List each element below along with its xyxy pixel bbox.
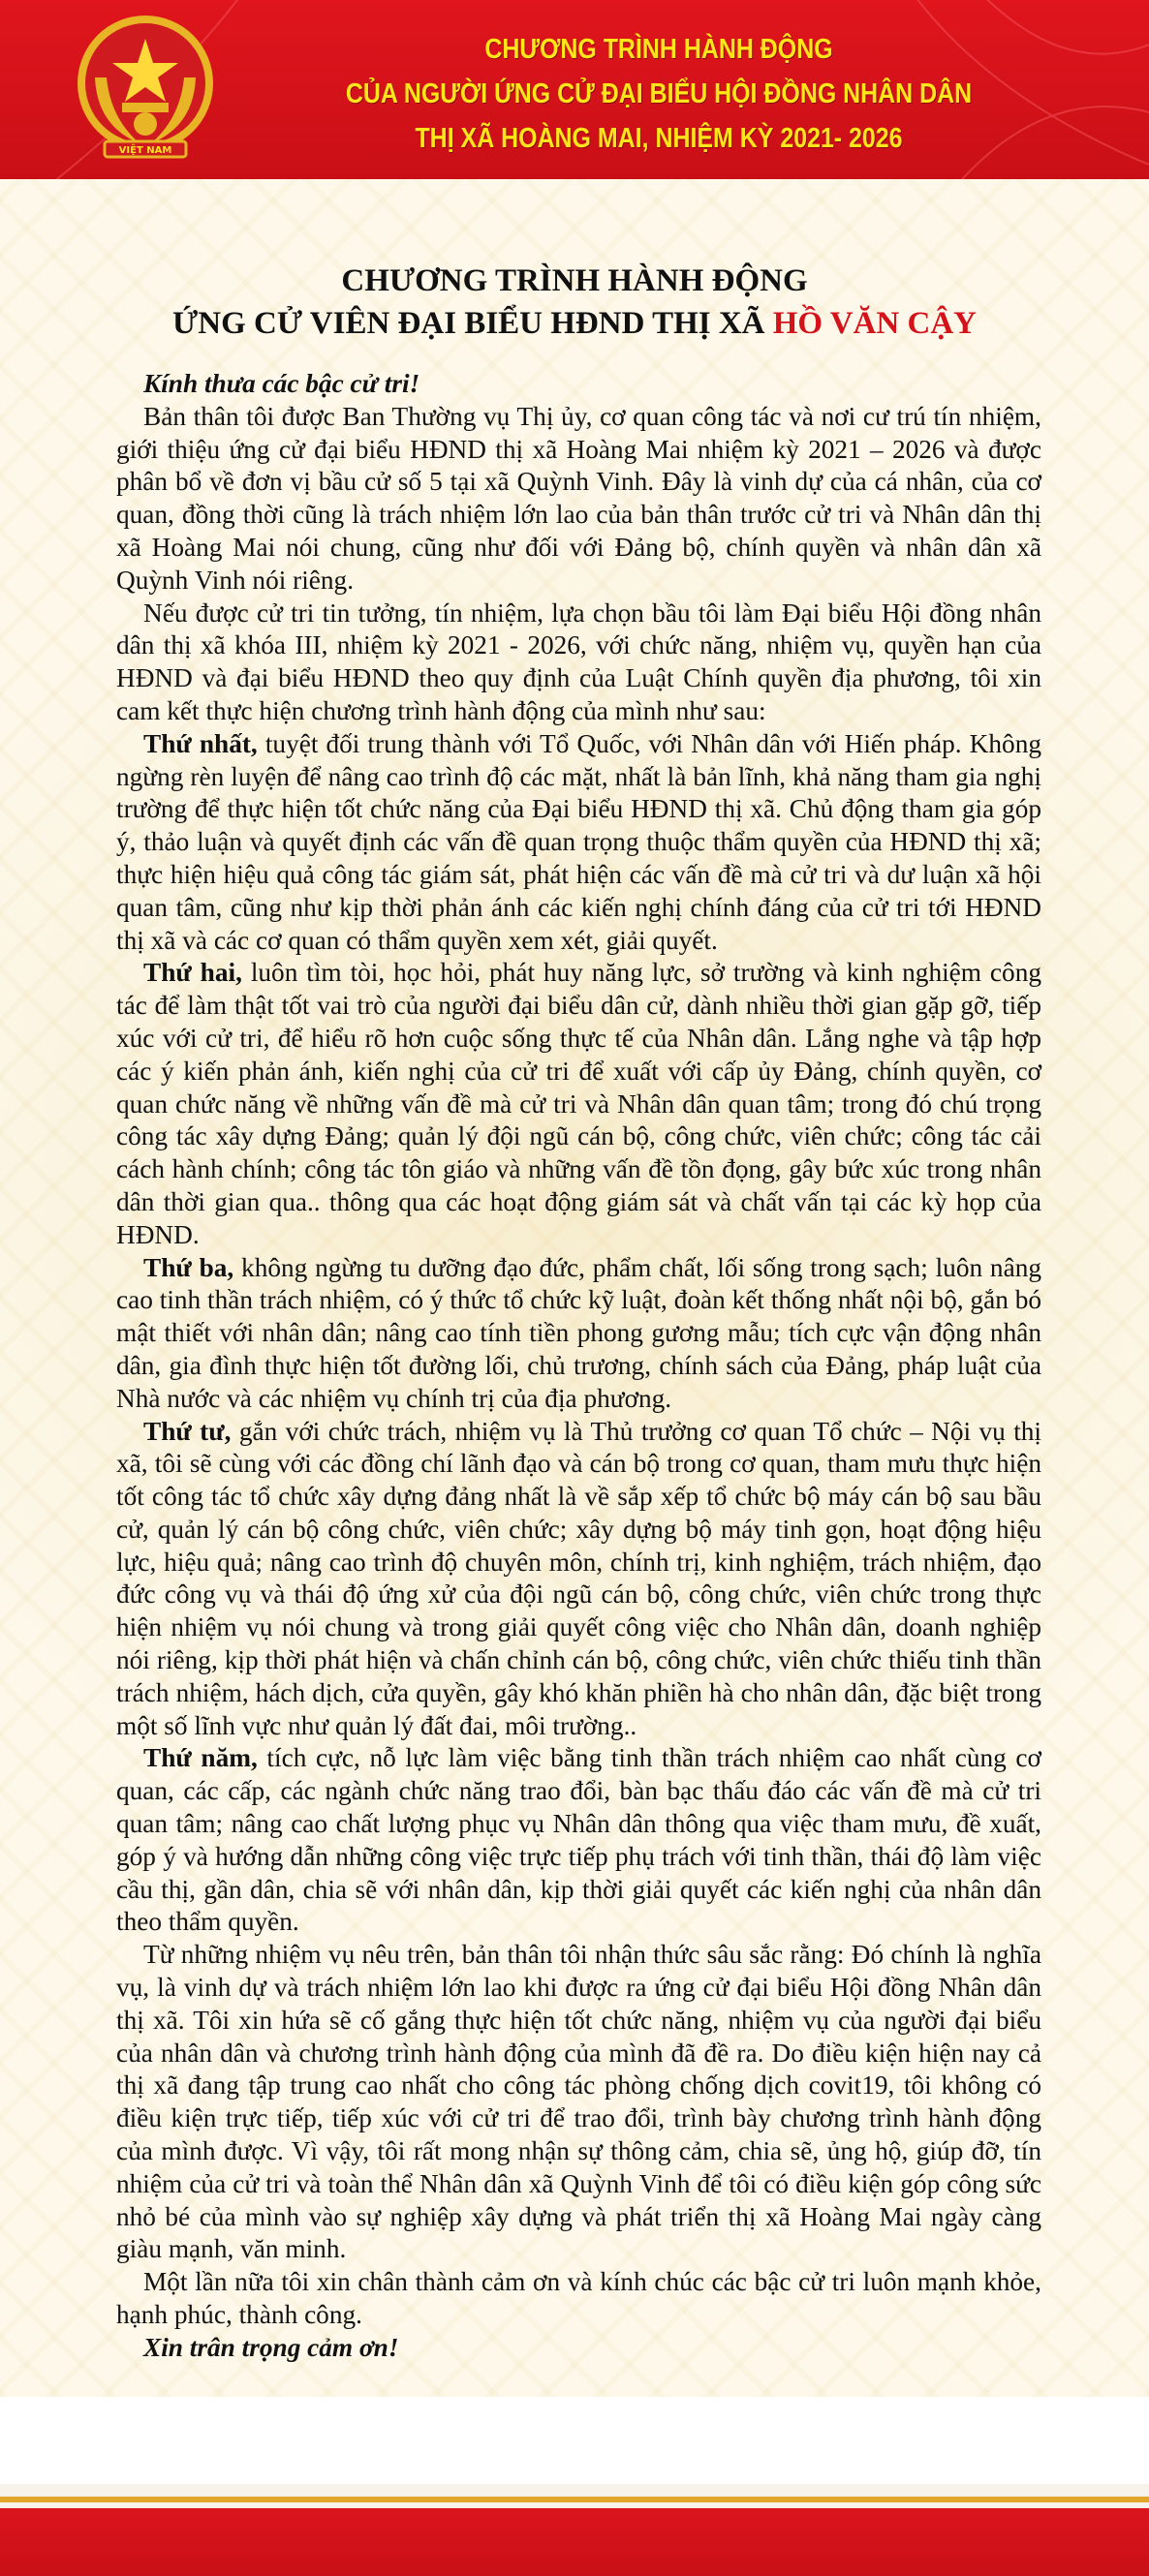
third-lead: Thứ ba, [143,1252,234,1282]
second-lead: Thứ hai, [143,958,242,988]
paragraph-second [116,957,1041,1251]
title-line-2 [0,302,1149,345]
title-prefix: ỨNG CỬ VIÊN ĐẠI BIỂU HĐND THỊ XÃ [172,306,773,341]
document-title [0,260,1149,345]
footer-band [0,2508,1149,2576]
footer-accent-line [0,2497,1149,2502]
paragraph-third [116,1252,1041,1416]
candidate-name: HỒ VĂN CẬY [772,306,977,341]
emblem-text: VIỆT NAM [118,145,172,156]
header-line-2: CỦA NGƯỜI ỨNG CỬ ĐẠI BIỂU HỘI ĐỒNG NHÂN DÂN [345,78,973,109]
third-text: không ngừng tu dưỡng đạo đức, phẩm chất, lối sống trong sạch; luôn nâng cao tinh thần trách nhiệm, có ý thức tổ chức kỹ luật, đoàn kết thống nhất nội bộ, gắn bó mật thiết với nhân dân; nâng cao tính tiền phong gương mẫu; tích cực vận động nhân dân, gia đình thực hiện tốt đường lối, chủ trương, chính sách của Đảng, pháp luật của Nhà nước và các nhiệm vụ chính trị của địa phương. [116,1252,1041,1413]
fourth-text: gắn với chức trách, nhiệm vụ là Thủ trưởng cơ quan Tổ chức – Nội vụ thị xã, tôi sẽ cùng với các đồng chí lãnh đạo và cán bộ trong cơ quan, tham mưu thực hiện tốt công tác tổ chức xây dựng đảng nhất là về sắp xếp tổ chức bộ máy cán bộ sau bầu cử, quản lý cán bộ công chức, viên chức; xây dựng bộ máy tinh gọn, hoạt động hiệu lực, hiệu quả; nâng cao trình độ chuyên môn, chính trị, kinh nghiệm, trách nhiệm, đạo đức công vụ và thái độ ứng xử của đội ngũ cán bộ, công chức, viên chức trong thực hiện nhiệm vụ nói chung và trong giải quyết công việc cho Nhân dân, doanh nghiệp nói riêng, kịp thời phát hiện và chấn chỉnh cán bộ, công chức, viên chức thiếu tinh thần trách nhiệm, hách dịch, cửa quyền, gây khó khăn phiền hà cho nhân dân, đặc biệt trong một số lĩnh vực như quản lý đất đai, môi trường.. [116,1416,1042,1740]
header-line-3: THỊ XÃ HOÀNG MAI, NHIỆM KỲ 2021- 2026 [415,123,903,154]
fourth-lead: Thứ tư, [143,1416,232,1446]
closing: Xin trân trọng cảm ơn! [143,2332,399,2362]
first-lead: Thứ nhất, [143,728,258,758]
paragraph-commitment: Nếu được cử tri tin tưởng, tín nhiệm, lựa chọn bầu tôi làm Đại biểu Hội đồng nhân dân thị xã khóa III, nhiệm kỳ 2021 - 2026, với chức năng, nhiệm vụ, quyền hạn của HĐND và đại biểu HĐND theo quy định của Luật Chính quyền địa phương, tôi xin cam kết thực hiện chương trình hành động của mình như sau: [116,598,1041,725]
header-banner [0,0,1149,179]
paragraph-first [116,728,1041,958]
first-text: tuyệt đối trung thành với Tổ Quốc, với Nhân dân với Hiến pháp. Không ngừng rèn luyện để nâng cao trình độ các mặt, nhất là bản lĩnh, khả năng tham gia nghị trường để thực hiện tốt chức năng của Đại biểu HĐND thị xã. Chủ động tham gia góp ý, thảo luận và quyết định các vấn đề quan trọng thuộc thẩm quyền của HĐND thị xã; thực hiện hiệu quả công tác giám sát, phát hiện các vấn đề mà cử tri và dư luận xã hội quan tâm, cũng như kịp thời phản ánh các kiến nghị chính đáng của cử tri tới HĐND thị xã và các cơ quan có thẩm quyền xem xét, giải quyết. [116,728,1041,955]
paragraph-conclusion: Từ những nhiệm vụ nêu trên, bản thân tôi nhận thức sâu sắc rằng: Đó chính là nghĩa vụ, là vinh dự và trách nhiệm lớn lao khi được ra ứng cử đại biểu Hội đồng Nhân dân thị xã. Tôi xin hứa sẽ cố gắng thực hiện tốt chức năng, nhiệm vụ của người đại biểu của nhân dân và chương trình hành động của mình đã đề ra. Do điều kiện hiện nay cả thị xã đang tập trung cao nhất cho công tác phòng chống dịch covit19, tôi không có điều kiện trực tiếp, tiếp xúc với cử tri để trao đổi, trình bày chương trình hành động của mình được. Vì vậy, tôi rất mong nhận sự thông cảm, chia sẽ, ủng hộ, giúp đỡ, tín nhiệm của cử tri và toàn thể Nhân dân xã Quỳnh Vinh để tôi có điều kiện góp công sức nhỏ bé của mình vào sự nghiệp xây dựng và phát triển thị xã Hoàng Mai ngày càng giàu mạnh, văn minh. [116,1940,1041,2264]
paragraph-fourth [116,1416,1041,1743]
paragraph-intro: Bản thân tôi được Ban Thường vụ Thị ủy, cơ quan công tác và nơi cư trú tín nhiệm, giới thiệu ứng cử đại biểu HĐND thị xã Hoàng Mai nhiệm kỳ 2021 – 2026 và được phân bổ về đơn vị bầu cử số 5 tại xã Quỳnh Vinh. Đây là vinh dự của cá nhân, của cơ quan, đồng thời cũng là trách nhiệm lớn lao của bản thân trước cử tri và Nhân dân thị xã Hoàng Mai nói chung, cũng như đối với Đảng bộ, chính quyền và nhân dân xã Quỳnh Vinh nói riêng. [116,401,1041,595]
header-title [291,27,1027,161]
fifth-text: tích cực, nỗ lực làm việc bằng tinh thần trách nhiệm cao nhất cùng cơ quan, các cấp, các ngành chức năng trao đổi, bàn bạc thấu đáo các vấn đề mà cử tri quan tâm; nâng cao chất lượng phục vụ Nhân dân thông qua việc tham mưu, đề xuất, góp ý và hướng dẫn những công việc trực tiếp phụ trách với tinh thần, thái độ làm việc cầu thị, gần dân, chia sẽ với nhân dân, kịp thời giải quyết các kiến nghị của nhân dân theo thẩm quyền. [116,1743,1041,1937]
title-line-1: CHƯƠNG TRÌNH HÀNH ĐỘNG [341,263,808,298]
paragraph-thanks: Một lần nữa tôi xin chân thành cảm ơn và kính chúc các bậc cử tri luôn mạnh khỏe, hạnh phúc, thành công. [116,2267,1041,2330]
national-emblem-icon [68,10,223,165]
greeting: Kính thưa các bậc cử tri! [143,369,420,398]
document-body [116,368,1041,2365]
second-text: luôn tìm tòi, học hỏi, phát huy năng lực, sở trường và kinh nghiệm công tác để làm thật tốt vai trò của người đại biểu dân cử, dành nhiều thời gian gặp gỡ, tiếp xúc với cử tri, để hiểu rõ hơn cuộc sống thực tế của Nhân dân. Lắng nghe và tập hợp các ý kiến phản ánh, kiến nghị của cử tri để xuất với cấp ủy Đảng, chính quyền, cơ quan chức năng về những vấn đề mà cử tri và Nhân dân quan tâm; trong đó chú trọng công tác xây dựng Đảng; quản lý đội ngũ cán bộ, công chức, viên chức; công tác cải cách hành chính; công tác tôn giáo và những vấn đề tồn đọng, gây bức xúc trong nhân dân thời gian qua.. thông qua các hoạt động giám sát và chất vấn tại các kỳ họp của HĐND. [116,958,1041,1249]
paragraph-fifth [116,1742,1041,1939]
header-line-1: CHƯƠNG TRÌNH HÀNH ĐỘNG [484,34,833,65]
fifth-lead: Thứ năm, [143,1743,258,1773]
